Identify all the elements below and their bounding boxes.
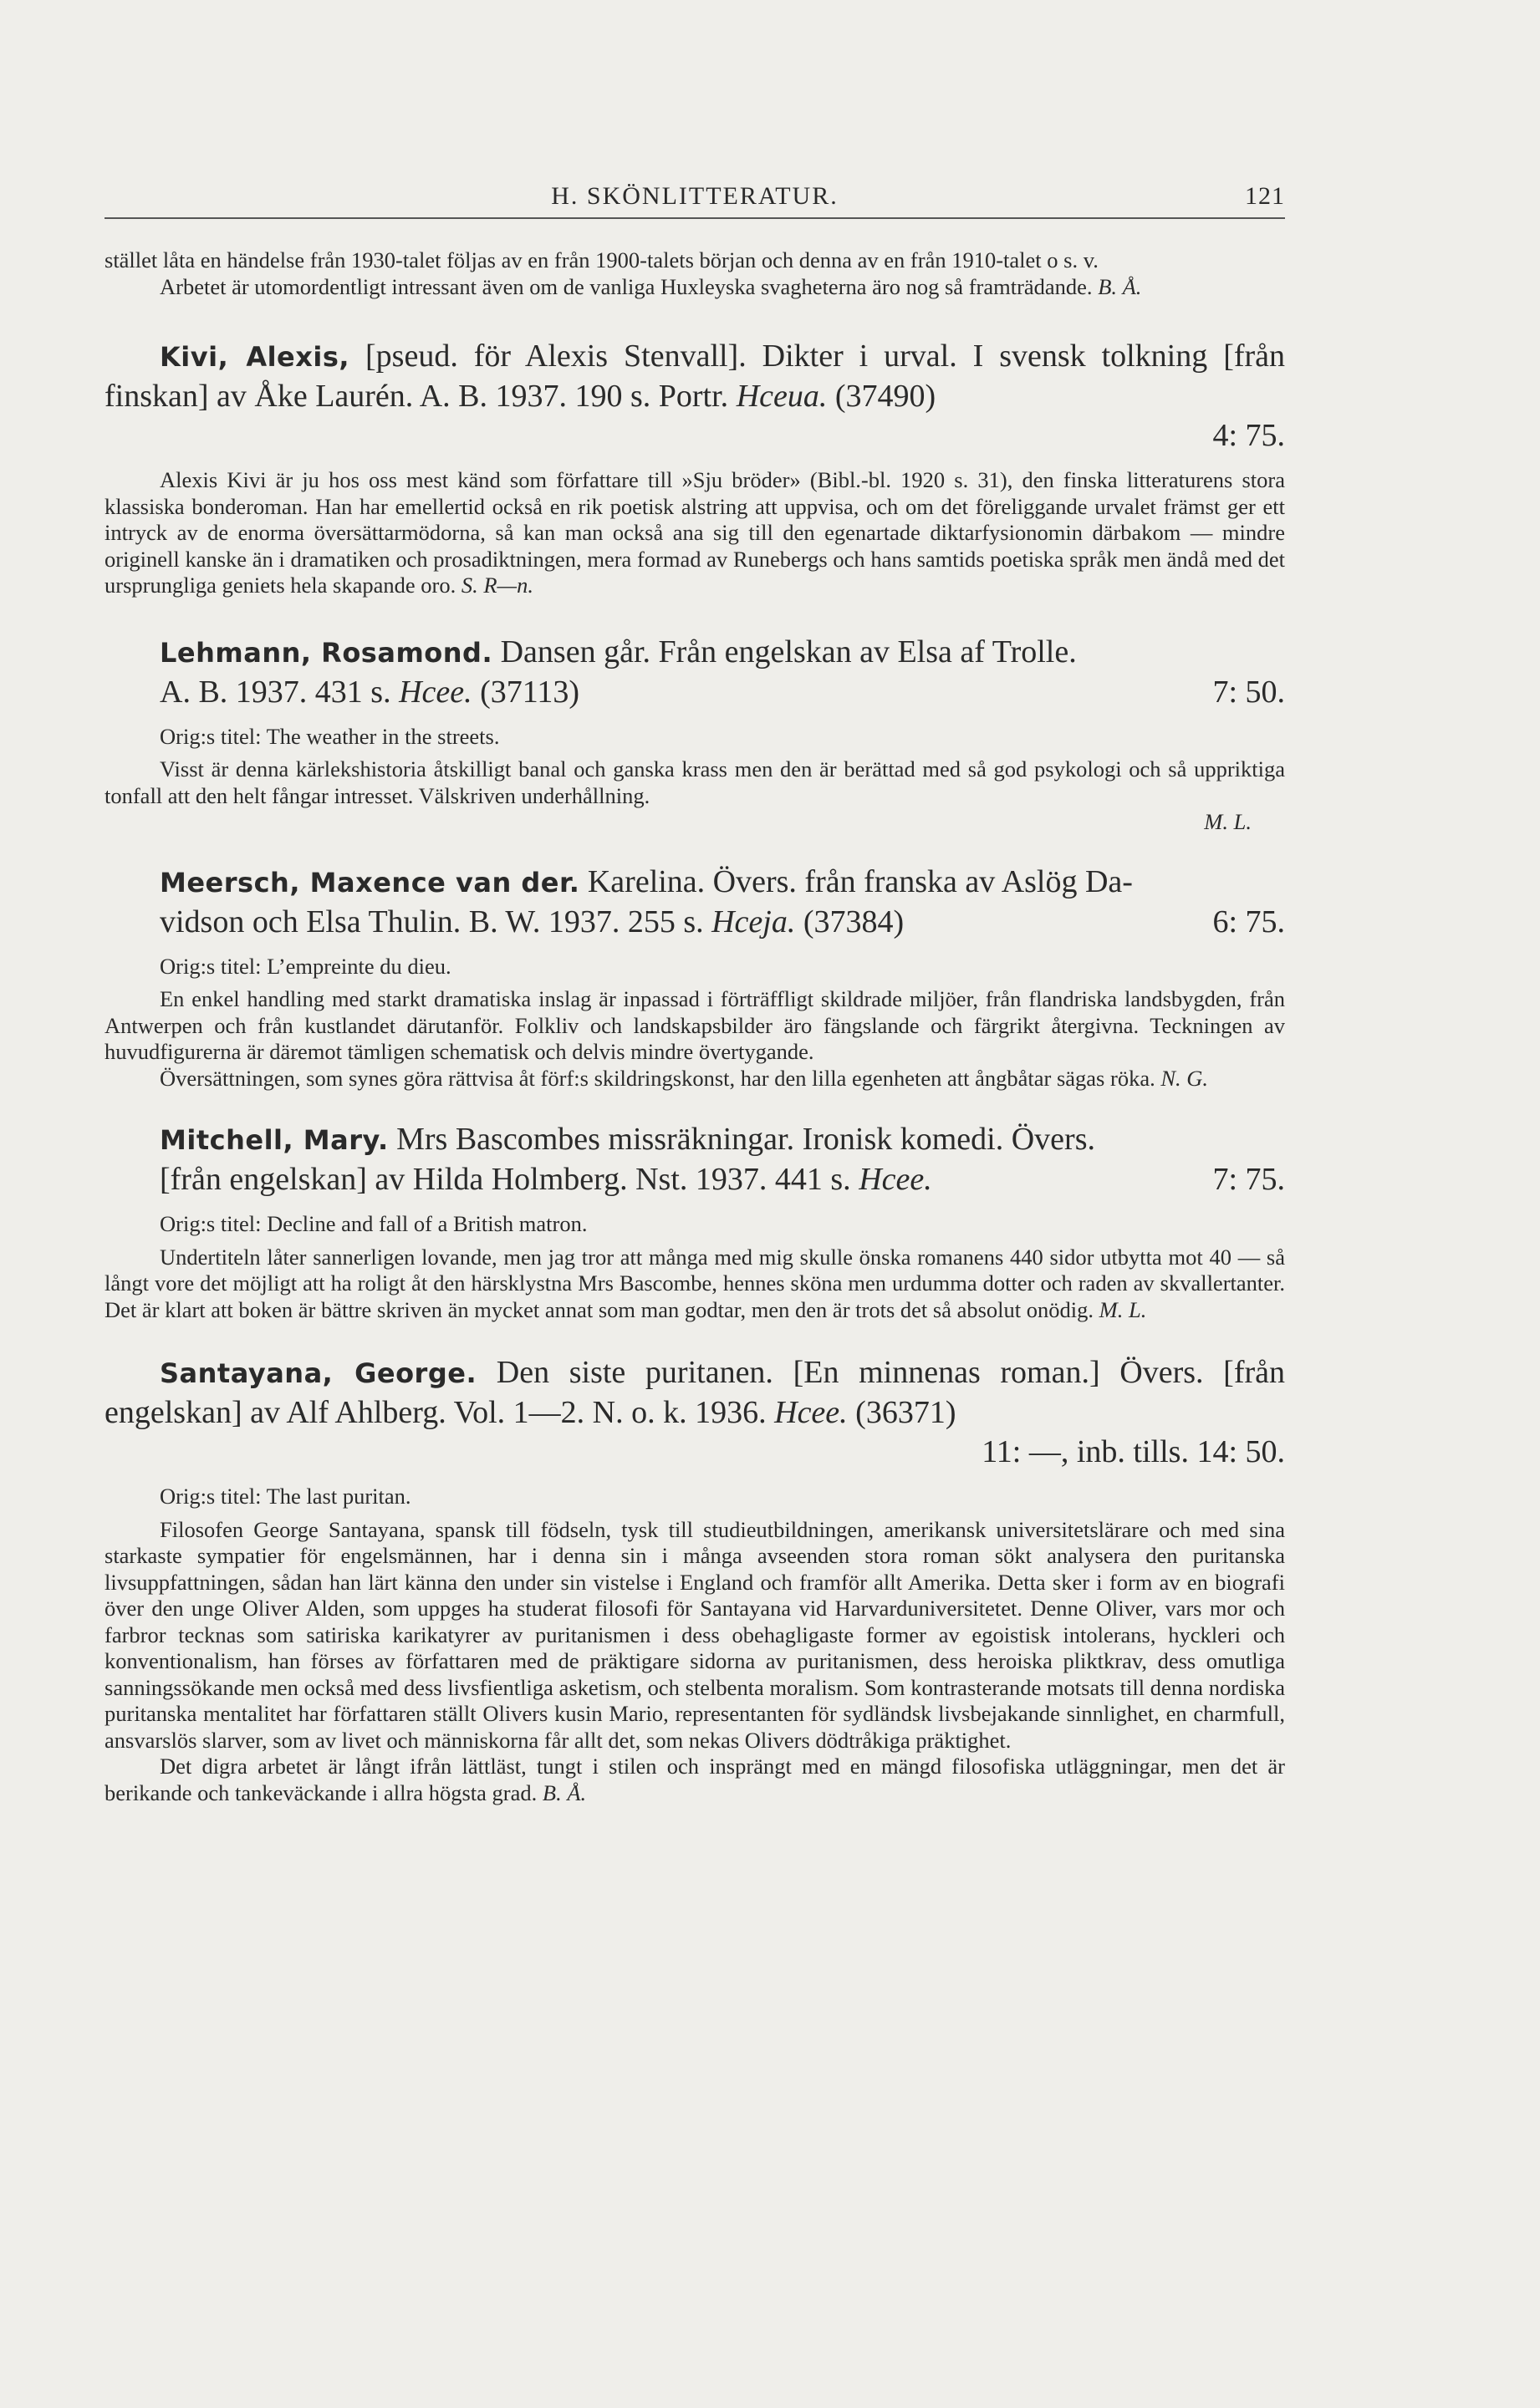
entry-price: 7: 75. (1212, 1162, 1285, 1197)
entry-signature: M. L. (1204, 809, 1252, 834)
entry-price: 11: —, inb. tills. 14: 50. (982, 1434, 1285, 1469)
review-entry-meersch (105, 863, 1285, 1092)
entry-signature: M. L. (1099, 1296, 1147, 1322)
entry-title-line2: [från engelskan] av Alf Ahlberg. Vol. 1—2. N. o. k. 1936. (105, 1355, 1286, 1430)
entry-original-title: Orig:s titel: The last puritan. (160, 1484, 411, 1509)
entry-title-line2: [från finskan] av Åke Laurén. A. B. 1937. 190 s. Portr. (105, 339, 1286, 414)
entry-author: Meersch, Maxence van der. (160, 866, 580, 899)
entry-heading (105, 633, 1285, 712)
entry-heading (105, 1120, 1285, 1199)
page-number: 121 (1245, 182, 1285, 210)
entry-accession-number: (37113) (480, 674, 580, 710)
entry-review-text-2 (105, 1066, 1285, 1092)
entry-title-line1: Mrs Bascombes missräkningar. Ironisk komedi. Övers. (396, 1122, 1095, 1157)
entry-title-line1: Dansen går. Från engelskan av Elsa af Trolle. (500, 634, 1077, 669)
entry-title-row2 (105, 903, 1285, 942)
entry-title-line2 (105, 673, 579, 712)
entry-classification-code: Hceua. (736, 379, 828, 414)
entry-signature: S. R—n. (461, 573, 533, 598)
page-header (105, 182, 1285, 219)
entry-original-title: Orig:s titel: The weather in the streets. (160, 723, 500, 749)
entry-review-text-2 (105, 1754, 1285, 1806)
entry-classification-code: Hcee. (859, 1162, 932, 1197)
entry-accession-number: (36371) (855, 1395, 956, 1430)
entry-review-body: Alexis Kivi är ju hos oss mest känd som författare till »Sju bröder» (Bibl.-bl. 1920 s. 31), den finska litteraturens stora klassiska bonderoman. Han har emellertid också en rik poetisk alstring att uppvisa, och om det föreliggande urvalet främst ger ett intryck av de enorma översättarmödorna, så kan man också ana sig till den egenartade diktarfysionomin därbakom — mindre originell kanske än i dramatiken och prosadiktningen, mera formad av Runebergs och hans samtids poetiska språk men ändå med det ursprungliga geniets hela skapande oro. (105, 467, 1285, 598)
review-entry-mitchell (105, 1120, 1285, 1323)
review-entry-kivi (105, 337, 1285, 599)
page-content (105, 247, 1285, 1806)
entry-review-text (105, 1245, 1285, 1324)
entry-title-row2 (105, 1160, 1285, 1199)
entry-review-body-1: Filosofen George Santayana, spansk till födseln, tysk till studieutbildningen, amerikansk universitetslärare och med sina starkaste sympatier för engelsmännen, har i denna sin i många avseenden stora roman sökt analysera den puritanska livsuppfattningen, sådan han lärt känna den under sin vistelse i England och framför allt Amerika. Detta sker i form av en biografi över den unge Oliver Alden, som uppges ha studerat filosofi för Santayana vid Harvarduniversitetet. Denne Oliver, vars mor och farbror tecknas som satiriska karikatyrer av puritanismen i dess obehagligaste former av egoistisk intolerans, hyckleri och konventionalism, han förses av författaren med de präktigare sidorna av puritanismen, dess heroiska pliktkrav, dess omutliga sanningssökande men också med dess livsfientliga asketism, och stelbenta moralism. Som kontrasterande motsats till denna nordiska puritanska mentalitet har författaren ställt Olivers kusin Mario, representanten för sydländsk livsbejakande sinnlighet, en charmfull, ansvarslös slarver, som av livet och människorna får allt det, som nekas Olivers dödtråkiga präktighet. (105, 1516, 1285, 1753)
entry-title-line2 (105, 1160, 932, 1199)
entry-price: 6: 75. (1212, 904, 1285, 939)
entry-original-title: Orig:s titel: Decline and fall of a British matron. (160, 1211, 588, 1236)
intro-block (105, 247, 1285, 300)
entry-signature: B. Å. (542, 1779, 587, 1805)
entry-author: Kivi, Alexis, (160, 341, 350, 373)
entry-classification-code: Hceja. (711, 904, 796, 939)
entry-title-line1: Den siste puritanen. [En minnenas roman.] Övers. (496, 1355, 1204, 1390)
entry-title-line1: [pseud. för Alexis Stenvall]. Dikter i urval. I svensk tolkning (365, 339, 1208, 374)
entry-heading (105, 863, 1285, 942)
entry-heading (105, 337, 1285, 456)
entry-review-body: Undertiteln låter sannerligen lovande, men jag tror att många med mig skulle önska romanens 440 sidor utbytta mot 40 — så långt vore det möjligt att ha roligt åt den härsklystna Mrs Bascombe, hennes sköna men urdumma dotter och raden av skvallertanter. Det är klart att boken är bättre skriven än mycket annat som man godtar, men den är trots det så absolut onödig. (105, 1244, 1285, 1322)
entry-original-title: Orig:s titel: L’empreinte du dieu. (160, 953, 451, 979)
entry-author: Mitchell, Mary. (160, 1124, 389, 1156)
review-entry-santayana (105, 1353, 1285, 1806)
intro-signature: B. Å. (1098, 273, 1142, 299)
entry-publisher: A. B. 1937. 431 s. (160, 674, 391, 710)
entry-author: Lehmann, Rosamond. (160, 636, 493, 669)
entry-publisher: [från engelskan] av Hilda Holmberg. Nst. 1937. 441 s. (160, 1162, 851, 1197)
entry-review-body: Visst är denna kärlekshistoria åtskilligt banal och ganska krass men den är berättad med så god psykologi och så uppriktiga tonfall att den helt fångar intresset. Välskriven underhållning. (105, 756, 1285, 808)
intro-paragraph-1: stället låta en händelse från 1930-talet följas av en från 1900-talets början och denna av en från 1910-talet o s. v. (105, 247, 1099, 272)
entry-signature: N. G. (1160, 1065, 1209, 1091)
entry-price: 4: 75. (1212, 418, 1285, 453)
entry-review-body-2: Det digra arbetet är långt ifrån lättläst, tungt i stilen och insprängt med en mängd filosofiska utläggningar, men det är berikande och tankeväckande i allra högsta grad. (105, 1754, 1285, 1805)
entry-accession-number: (37490) (834, 379, 936, 414)
running-title: H. SKÖNLITTERATUR. (551, 182, 839, 210)
entry-review-body-1: En enkel handling med starkt dramatiska inslag är inpassad i förträffligt skildrade miljöer, från flandriska landsbygden, från Antwerpen och från kustlandet därutanför. Folkliv och landskapsbilder äro fängslande och färgrikt återgivna. Teckningen av huvudfigurerna är däremot tämligen schematisk och delvis mindre övertygande. (105, 986, 1285, 1064)
entry-title-row2 (105, 673, 1285, 712)
entry-title-line2 (105, 903, 904, 942)
entry-review-body-2: Översättningen, som synes göra rättvisa åt förf:s skildringskonst, har den lilla egenheten att ångbåtar sägas röka. (160, 1065, 1155, 1091)
entry-title-line1: Karelina. Övers. från franska av Aslög Da- (587, 863, 1133, 899)
entry-classification-code: Hcee. (399, 674, 472, 710)
entry-review-text (105, 467, 1285, 599)
entry-accession-number: (37384) (803, 904, 905, 939)
entry-heading (105, 1353, 1285, 1472)
entry-publisher: vidson och Elsa Thulin. B. W. 1937. 255 s. (160, 904, 704, 939)
entry-price: 7: 50. (1212, 674, 1285, 710)
review-entry-lehmann (105, 633, 1285, 836)
entry-author: Santayana, George. (160, 1357, 477, 1389)
intro-paragraph-2 (105, 274, 1285, 301)
entry-classification-code: Hcee. (774, 1395, 848, 1430)
intro-paragraph-2-text: Arbetet är utomordentligt intressant även om de vanliga Huxleyska svagheterna äro nog så framträdande. (160, 273, 1093, 299)
